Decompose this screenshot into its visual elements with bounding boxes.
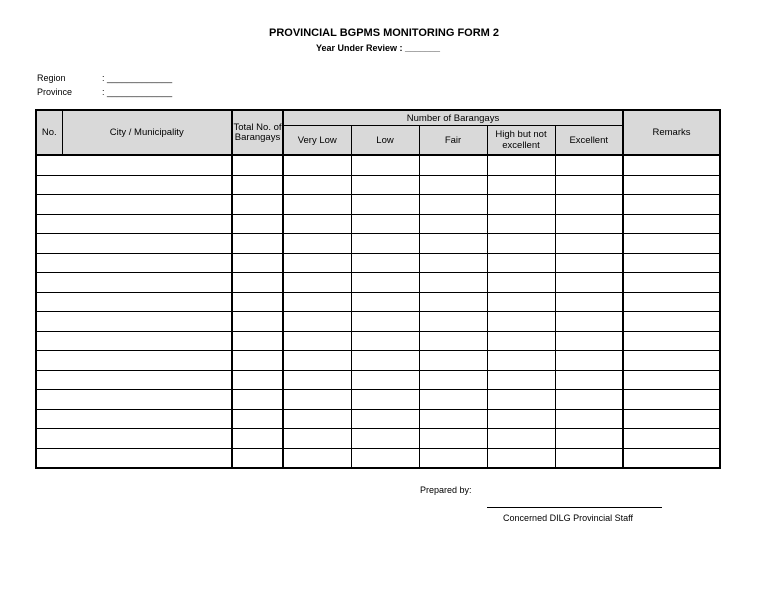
prepared-by-label: Prepared by: — [420, 485, 472, 495]
low-cell[interactable] — [351, 331, 419, 351]
remarks-cell[interactable] — [623, 155, 720, 175]
column-header-low: Low — [351, 126, 419, 156]
city-cell[interactable] — [62, 253, 232, 273]
remarks-cell[interactable] — [623, 253, 720, 273]
total-cell[interactable] — [232, 253, 283, 273]
very-low-cell[interactable] — [283, 214, 351, 234]
fair-cell[interactable] — [419, 273, 487, 293]
low-cell[interactable] — [351, 175, 419, 195]
very-low-cell[interactable] — [283, 331, 351, 351]
no-cell[interactable] — [36, 312, 62, 332]
very-low-cell[interactable] — [283, 253, 351, 273]
high-cell[interactable] — [487, 175, 555, 195]
table-row — [36, 253, 720, 273]
total-cell[interactable] — [232, 429, 283, 449]
high-cell[interactable] — [487, 292, 555, 312]
monitoring-table — [35, 109, 721, 469]
region-field: : _____________ — [102, 73, 173, 83]
signature-line — [487, 507, 662, 508]
total-cell[interactable] — [232, 214, 283, 234]
city-cell[interactable] — [62, 351, 232, 371]
no-cell[interactable] — [36, 273, 62, 293]
city-cell[interactable] — [62, 331, 232, 351]
city-cell[interactable] — [62, 409, 232, 429]
excellent-cell[interactable] — [555, 390, 623, 410]
high-cell[interactable] — [487, 195, 555, 215]
low-cell[interactable] — [351, 429, 419, 449]
fair-cell[interactable] — [419, 429, 487, 449]
table-row — [36, 214, 720, 234]
column-header-high-but-not-excellent: High but not excellent — [487, 126, 555, 156]
fair-cell[interactable] — [419, 370, 487, 390]
column-header-no: No. — [36, 110, 62, 155]
total-cell[interactable] — [232, 351, 283, 371]
high-cell[interactable] — [487, 312, 555, 332]
low-cell[interactable] — [351, 234, 419, 254]
very-low-cell[interactable] — [283, 409, 351, 429]
province-field: : _____________ — [102, 87, 173, 97]
table-body — [36, 155, 720, 468]
no-cell[interactable] — [36, 390, 62, 410]
excellent-cell[interactable] — [555, 175, 623, 195]
high-cell[interactable] — [487, 214, 555, 234]
no-cell[interactable] — [36, 195, 62, 215]
table-row — [36, 448, 720, 468]
remarks-cell[interactable] — [623, 175, 720, 195]
low-cell[interactable] — [351, 390, 419, 410]
low-cell[interactable] — [351, 351, 419, 371]
remarks-cell[interactable] — [623, 312, 720, 332]
very-low-cell[interactable] — [283, 234, 351, 254]
city-cell[interactable] — [62, 429, 232, 449]
low-cell[interactable] — [351, 409, 419, 429]
no-cell[interactable] — [36, 331, 62, 351]
table-row — [36, 195, 720, 215]
fair-cell[interactable] — [419, 214, 487, 234]
table-row — [36, 292, 720, 312]
no-cell[interactable] — [36, 175, 62, 195]
total-cell[interactable] — [232, 312, 283, 332]
very-low-cell[interactable] — [283, 155, 351, 175]
column-header-remarks: Remarks — [623, 110, 720, 155]
city-cell[interactable] — [62, 175, 232, 195]
remarks-cell[interactable] — [623, 331, 720, 351]
column-header-very-low: Very Low — [283, 126, 351, 156]
no-cell[interactable] — [36, 292, 62, 312]
fair-cell[interactable] — [419, 409, 487, 429]
very-low-cell[interactable] — [283, 175, 351, 195]
excellent-cell[interactable] — [555, 195, 623, 215]
fair-cell[interactable] — [419, 292, 487, 312]
total-cell[interactable] — [232, 234, 283, 254]
no-cell[interactable] — [36, 429, 62, 449]
very-low-cell[interactable] — [283, 273, 351, 293]
high-cell[interactable] — [487, 331, 555, 351]
table-row — [36, 331, 720, 351]
total-cell[interactable] — [232, 448, 283, 468]
low-cell[interactable] — [351, 370, 419, 390]
province-label: Province — [37, 87, 73, 97]
table-row — [36, 390, 720, 410]
excellent-cell[interactable] — [555, 429, 623, 449]
high-cell[interactable] — [487, 234, 555, 254]
table-row — [36, 370, 720, 390]
remarks-cell[interactable] — [623, 390, 720, 410]
high-cell[interactable] — [487, 253, 555, 273]
fair-cell[interactable] — [419, 155, 487, 175]
column-group-number-of-barangays: Number of Barangays — [283, 110, 623, 126]
total-cell[interactable] — [232, 390, 283, 410]
low-cell[interactable] — [351, 448, 419, 468]
region-label: Region — [37, 73, 66, 83]
total-cell[interactable] — [232, 409, 283, 429]
table-row — [36, 273, 720, 293]
remarks-cell[interactable] — [623, 195, 720, 215]
remarks-cell[interactable] — [623, 351, 720, 371]
remarks-cell[interactable] — [623, 409, 720, 429]
city-cell[interactable] — [62, 195, 232, 215]
high-cell[interactable] — [487, 351, 555, 371]
excellent-cell[interactable] — [555, 273, 623, 293]
total-cell[interactable] — [232, 273, 283, 293]
column-header-excellent: Excellent — [555, 126, 623, 156]
excellent-cell[interactable] — [555, 351, 623, 371]
remarks-cell[interactable] — [623, 370, 720, 390]
high-cell[interactable] — [487, 155, 555, 175]
no-cell[interactable] — [36, 351, 62, 371]
fair-cell[interactable] — [419, 195, 487, 215]
city-cell[interactable] — [62, 390, 232, 410]
no-cell[interactable] — [36, 370, 62, 390]
excellent-cell[interactable] — [555, 234, 623, 254]
table-row — [36, 409, 720, 429]
remarks-cell[interactable] — [623, 448, 720, 468]
excellent-cell[interactable] — [555, 214, 623, 234]
city-cell[interactable] — [62, 155, 232, 175]
very-low-cell[interactable] — [283, 312, 351, 332]
fair-cell[interactable] — [419, 234, 487, 254]
fair-cell[interactable] — [419, 331, 487, 351]
column-header-total: Total No. of Barangays — [232, 110, 283, 155]
very-low-cell[interactable] — [283, 370, 351, 390]
very-low-cell[interactable] — [283, 448, 351, 468]
column-header-fair: Fair — [419, 126, 487, 156]
city-cell[interactable] — [62, 292, 232, 312]
table-row — [36, 429, 720, 449]
total-cell[interactable] — [232, 370, 283, 390]
fair-cell[interactable] — [419, 312, 487, 332]
fair-cell[interactable] — [419, 175, 487, 195]
total-cell[interactable] — [232, 195, 283, 215]
remarks-cell[interactable] — [623, 214, 720, 234]
table-row — [36, 175, 720, 195]
no-cell[interactable] — [36, 253, 62, 273]
table-row — [36, 234, 720, 254]
excellent-cell[interactable] — [555, 448, 623, 468]
fair-cell[interactable] — [419, 253, 487, 273]
no-cell[interactable] — [36, 214, 62, 234]
city-cell[interactable] — [62, 370, 232, 390]
high-cell[interactable] — [487, 390, 555, 410]
city-cell[interactable] — [62, 234, 232, 254]
city-cell[interactable] — [62, 312, 232, 332]
excellent-cell[interactable] — [555, 409, 623, 429]
no-cell[interactable] — [36, 409, 62, 429]
total-cell[interactable] — [232, 155, 283, 175]
remarks-cell[interactable] — [623, 273, 720, 293]
low-cell[interactable] — [351, 155, 419, 175]
table-row — [36, 351, 720, 371]
excellent-cell[interactable] — [555, 370, 623, 390]
excellent-cell[interactable] — [555, 331, 623, 351]
signatory-caption: Concerned DILG Provincial Staff — [503, 513, 633, 523]
excellent-cell[interactable] — [555, 312, 623, 332]
very-low-cell[interactable] — [283, 292, 351, 312]
low-cell[interactable] — [351, 253, 419, 273]
table-row — [36, 155, 720, 175]
very-low-cell[interactable] — [283, 429, 351, 449]
very-low-cell[interactable] — [283, 390, 351, 410]
year-under-review: Year Under Review : _______ — [315, 43, 441, 53]
no-cell[interactable] — [36, 448, 62, 468]
high-cell[interactable] — [487, 409, 555, 429]
remarks-cell[interactable] — [623, 292, 720, 312]
very-low-cell[interactable] — [283, 351, 351, 371]
form-title: PROVINCIAL BGPMS MONITORING FORM 2 — [269, 27, 499, 39]
low-cell[interactable] — [351, 292, 419, 312]
fair-cell[interactable] — [419, 448, 487, 468]
high-cell[interactable] — [487, 448, 555, 468]
excellent-cell[interactable] — [555, 292, 623, 312]
excellent-cell[interactable] — [555, 155, 623, 175]
column-header-city: City / Municipality — [62, 110, 232, 155]
city-cell[interactable] — [62, 448, 232, 468]
city-cell[interactable] — [62, 214, 232, 234]
table-row — [36, 312, 720, 332]
high-cell[interactable] — [487, 429, 555, 449]
high-cell[interactable] — [487, 370, 555, 390]
fair-cell[interactable] — [419, 390, 487, 410]
low-cell[interactable] — [351, 195, 419, 215]
no-cell[interactable] — [36, 234, 62, 254]
low-cell[interactable] — [351, 214, 419, 234]
remarks-cell[interactable] — [623, 429, 720, 449]
remarks-cell[interactable] — [623, 234, 720, 254]
fair-cell[interactable] — [419, 351, 487, 371]
total-cell[interactable] — [232, 175, 283, 195]
high-cell[interactable] — [487, 273, 555, 293]
low-cell[interactable] — [351, 312, 419, 332]
excellent-cell[interactable] — [555, 253, 623, 273]
city-cell[interactable] — [62, 273, 232, 293]
no-cell[interactable] — [36, 155, 62, 175]
total-cell[interactable] — [232, 292, 283, 312]
very-low-cell[interactable] — [283, 195, 351, 215]
total-cell[interactable] — [232, 331, 283, 351]
low-cell[interactable] — [351, 273, 419, 293]
